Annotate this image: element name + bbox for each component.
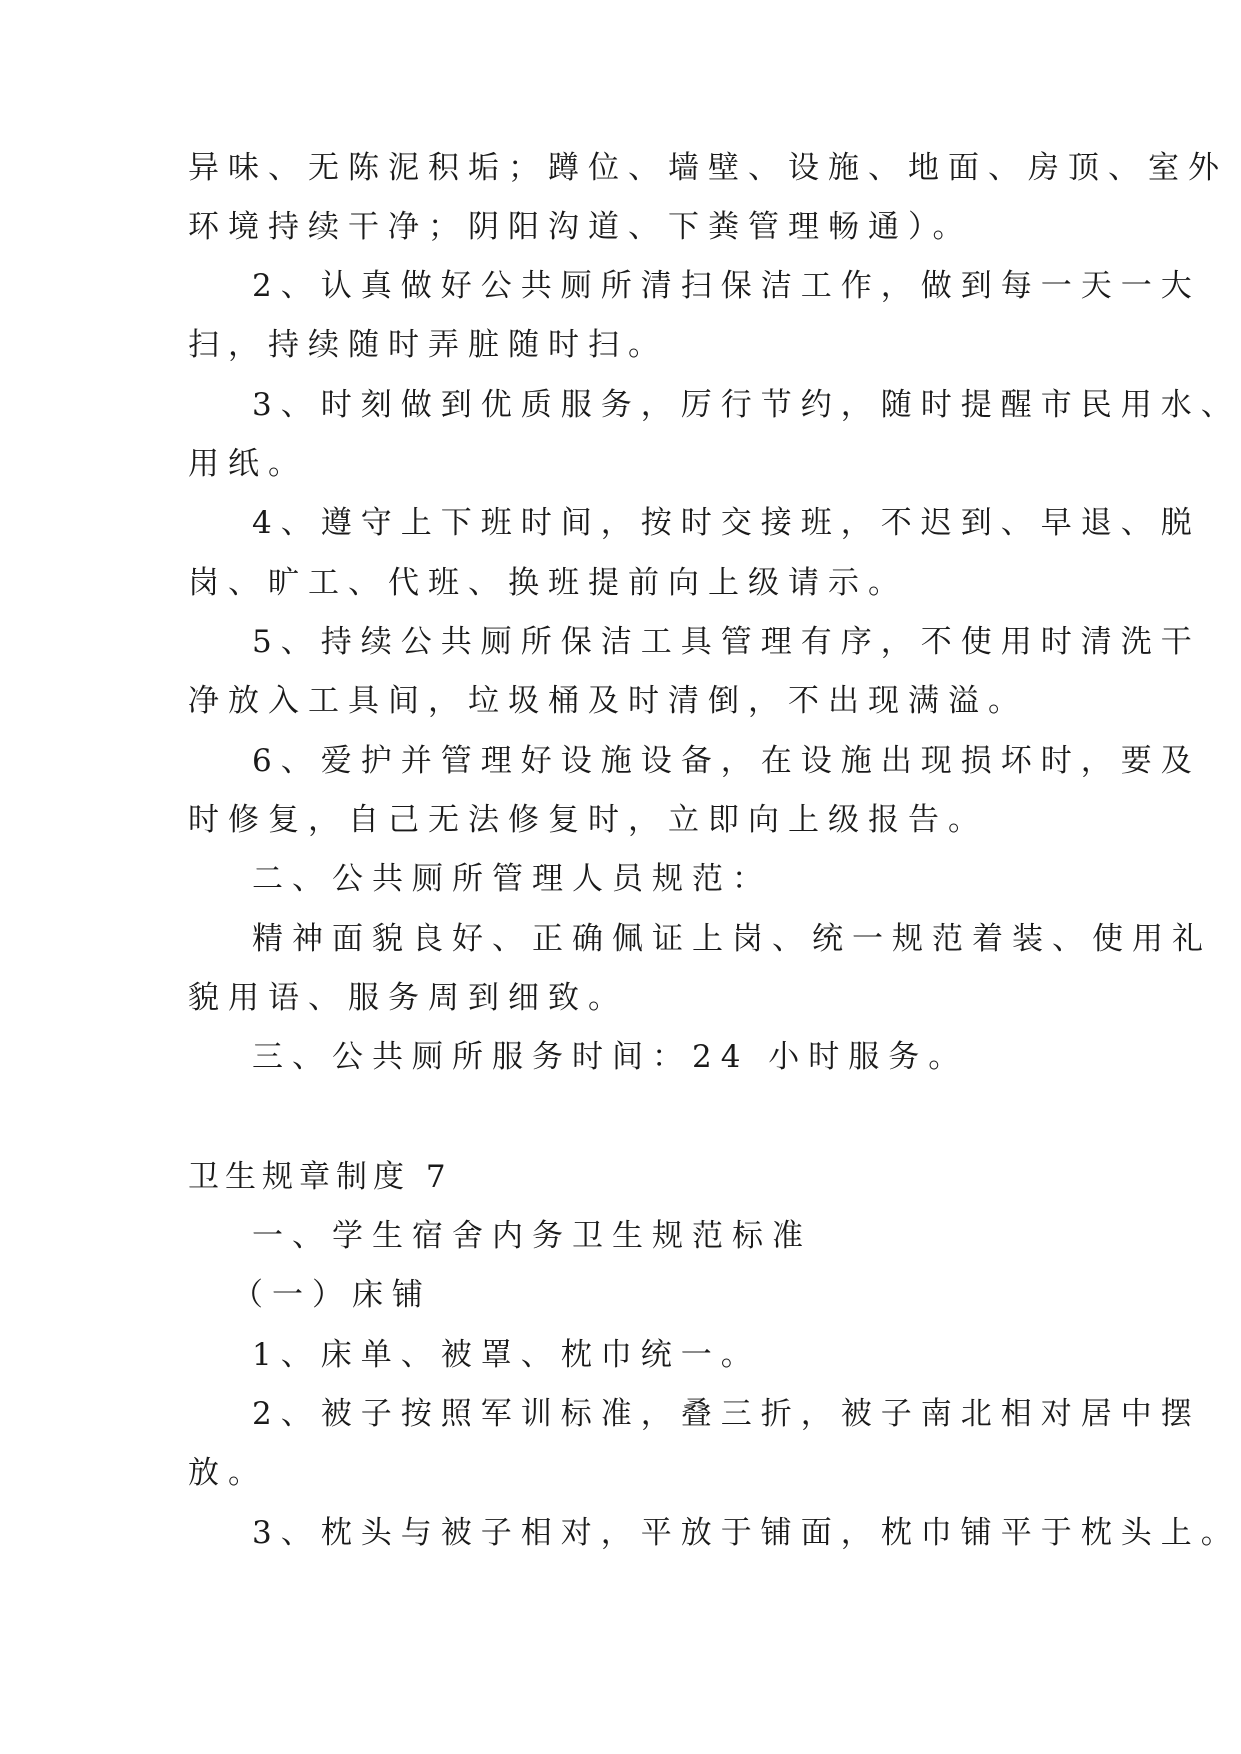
list-item-6-line: 时修复，自己无法修复时，立即向上级报告。 — [188, 802, 988, 838]
list-item-4-line: 4、遵守上下班时间，按时交接班，不迟到、早退、脱 — [252, 505, 1201, 541]
section-heading: 三、公共厕所服务时间：24 小时服务。 — [252, 1039, 969, 1075]
body-text-line: 精神面貌良好、正确佩证上岗、统一规范着装、使用礼 — [252, 921, 1212, 957]
list-item-3-line: 3、枕头与被子相对，平放于铺面，枕巾铺平于枕头上。 — [252, 1515, 1241, 1551]
list-item-2-line: 2、认真做好公共厕所清扫保洁工作，做到每一天一大 — [252, 268, 1201, 304]
subsection-heading: （一）床铺 — [232, 1277, 432, 1313]
list-item-5-line: 净放入工具间，垃圾桶及时清倒，不出现满溢。 — [188, 683, 1028, 719]
list-item-3-line: 3、时刻做到优质服务，厉行节约，随时提醒市民用水、 — [252, 387, 1241, 423]
body-text-line: 异味、无陈泥积垢；蹲位、墙壁、设施、地面、房顶、室外 — [188, 150, 1228, 186]
body-text-line: 貌用语、服务周到细致。 — [188, 980, 628, 1016]
list-item-3-line: 用纸。 — [188, 446, 308, 482]
list-item-6-line: 6、爱护并管理好设施设备，在设施出现损坏时，要及 — [252, 743, 1201, 779]
list-item-5-line: 5、持续公共厕所保洁工具管理有序，不使用时清洗干 — [252, 624, 1201, 660]
list-item-2-line: 扫，持续随时弄脏随时扫。 — [188, 327, 668, 363]
section-heading: 二、公共厕所管理人员规范： — [252, 861, 772, 897]
list-item-4-line: 岗、旷工、代班、换班提前向上级请示。 — [188, 565, 908, 601]
section-heading: 一、学生宿舍内务卫生规范标准 — [252, 1218, 812, 1254]
document-title: 卫生规章制度 7 — [188, 1159, 452, 1195]
list-item-1-line: 1、床单、被罩、枕巾统一。 — [252, 1337, 761, 1373]
body-text-line: 环境持续干净；阴阳沟道、下粪管理畅通）。 — [188, 209, 973, 245]
list-item-2-line: 2、被子按照军训标准，叠三折，被子南北相对居中摆 — [252, 1396, 1201, 1432]
list-item-2-line: 放。 — [188, 1455, 268, 1491]
